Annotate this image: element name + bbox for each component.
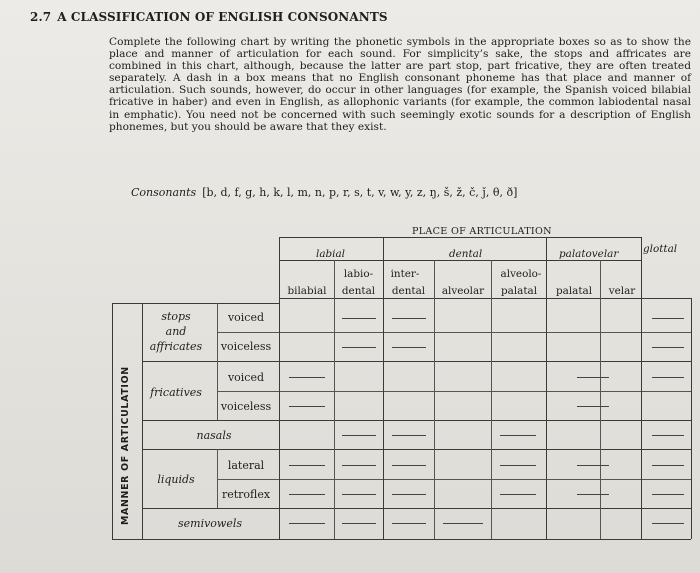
grid-line [142, 508, 691, 509]
col-alveopalatal-bottom: palatal [500, 285, 538, 297]
dash-mark [289, 523, 325, 524]
row-stops-mid: and [165, 325, 187, 338]
dash-mark [577, 465, 609, 466]
grid-line [279, 298, 691, 299]
section-title: A CLASSIFICATION OF ENGLISH CONSONANTS [57, 10, 388, 24]
grid-line [112, 303, 113, 539]
dash-mark [652, 465, 684, 466]
grid-line [112, 539, 691, 540]
dash-mark [392, 494, 426, 495]
dash-mark [652, 523, 684, 524]
grid-line [217, 479, 691, 480]
dash-mark [500, 435, 536, 436]
grid-line [600, 260, 601, 539]
dash-mark [443, 523, 483, 524]
dash-mark [342, 318, 376, 319]
col-alveolar: alveolar [441, 285, 485, 297]
consonant-symbols: [b, d, f, g, h, k, l, m, n, p, r, s, t, v, w, y, z, ŋ, š, ž, č, ǰ, θ, ð] [202, 186, 518, 199]
dash-mark [342, 435, 376, 436]
grid-line [334, 260, 335, 539]
dash-mark [392, 465, 426, 466]
grid-line [434, 260, 435, 539]
dash-mark [392, 347, 426, 348]
dash-mark [289, 406, 325, 407]
col-interdental-bottom: dental [391, 285, 426, 297]
grid-line [142, 449, 691, 450]
grid-line [142, 420, 691, 421]
col-alveopalatal-top: alveolo- [500, 268, 542, 280]
row-stops-bottom: affricates [149, 340, 203, 353]
col-velar: velar [608, 285, 636, 297]
dash-mark [289, 465, 325, 466]
row-fricatives: fricatives [150, 386, 202, 399]
grid-line [691, 298, 692, 539]
manner-of-articulation-label: MANNER OF ARTICULATION [120, 366, 131, 525]
dash-mark [342, 494, 376, 495]
row-fricatives-voiceless: voiceless [220, 400, 272, 413]
grid-line [217, 391, 691, 392]
place-of-articulation-title: PLACE OF ARTICULATION [412, 226, 552, 237]
grid-line [491, 260, 492, 539]
grid-line [383, 237, 384, 539]
consonant-list-label: Consonants [131, 186, 197, 199]
grid-line [217, 449, 218, 508]
dash-mark [652, 494, 684, 495]
instructions-paragraph: Complete the following chart by writing the phonetic symbols in the appropriate boxes so as to show the place and manner of articulation for each sound. For simplicity’s sake, the stops and affricates are combined in this chart, although, because the latter are part stop, part fricative, they are often treated separately. A dash in a box means that no English consonant phoneme has that place and manner of articulation. Such sounds, however, do occur in other languages (for example, the Spanish voiced bilabial fricative in haber) and even in English, as allophonic variants (for example, the common labiodental nasal in emphatic). You need not be concerned with such seemingly exotic sounds for a description of English phonemes, but you should be aware that they exist. [109, 36, 691, 133]
group-palatovelar: palatovelar [559, 248, 619, 260]
dash-mark [342, 523, 376, 524]
dash-mark [652, 377, 684, 378]
dash-mark [577, 494, 609, 495]
grid-line [641, 237, 642, 539]
row-semivowels: semivowels [177, 517, 243, 530]
dash-mark [392, 318, 426, 319]
grid-line [142, 303, 143, 539]
col-bilabial: bilabial [287, 285, 327, 297]
dash-mark [577, 406, 609, 407]
grid-line [279, 237, 642, 238]
row-fricatives-voiced: voiced [227, 371, 265, 384]
grid-line [142, 361, 691, 362]
dash-mark [652, 318, 684, 319]
grid-line [112, 303, 279, 304]
grid-line [217, 332, 691, 333]
dash-mark [289, 494, 325, 495]
dash-mark [392, 435, 426, 436]
group-glottal: glottal [643, 243, 678, 255]
grid-line [279, 237, 280, 539]
dash-mark [577, 377, 609, 378]
grid-line [546, 237, 547, 539]
col-interdental-top: inter- [390, 268, 420, 280]
dash-mark [289, 377, 325, 378]
dash-mark [392, 523, 426, 524]
row-stops-top: stops [161, 310, 191, 323]
section-number: 2.7 [30, 10, 52, 24]
col-palatal: palatal [555, 285, 593, 297]
group-dental: dental [449, 248, 483, 260]
row-stops-voiced: voiced [227, 311, 265, 324]
dash-mark [500, 494, 536, 495]
row-stops-voiceless: voiceless [220, 340, 272, 353]
dash-mark [342, 347, 376, 348]
dash-mark [500, 465, 536, 466]
col-labiodental-bottom: dental [341, 285, 376, 297]
dash-mark [342, 465, 376, 466]
row-nasals: nasals [196, 429, 232, 442]
row-liquids: liquids [157, 473, 195, 486]
row-liquids-retroflex: retroflex [221, 488, 271, 501]
group-labial: labial [316, 248, 346, 260]
grid-line [217, 303, 218, 420]
col-labiodental-top: labio- [343, 268, 374, 280]
dash-mark [652, 347, 684, 348]
dash-mark [652, 435, 684, 436]
row-liquids-lateral: lateral [227, 459, 265, 472]
